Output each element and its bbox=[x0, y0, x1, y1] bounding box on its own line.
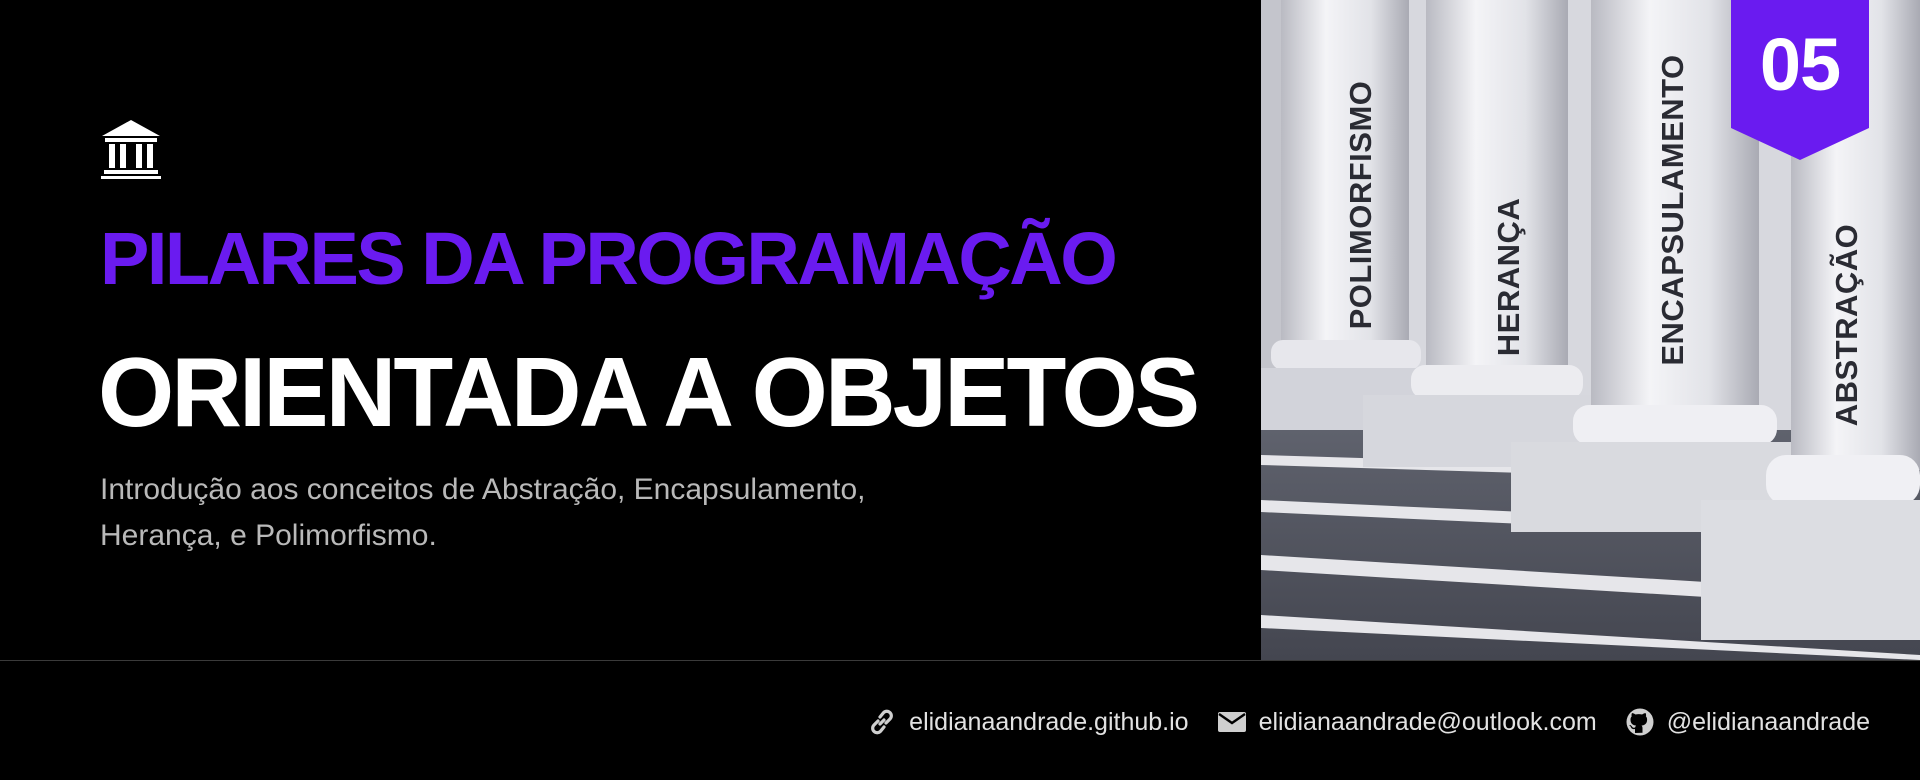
email-link[interactable] bbox=[1217, 708, 1597, 737]
link-icon bbox=[867, 707, 897, 737]
pillar-label-abstracao: ABSTRAÇÃO bbox=[1829, 223, 1864, 427]
footer-bar bbox=[0, 660, 1920, 780]
website-text: elidianaandrade.github.io bbox=[909, 707, 1189, 736]
github-text: @elidianaandrade bbox=[1666, 707, 1870, 736]
episode-number: 05 bbox=[1759, 23, 1841, 106]
github-icon bbox=[1625, 707, 1655, 737]
github-link[interactable] bbox=[1625, 707, 1870, 737]
contact-links bbox=[839, 707, 1870, 737]
email-text: elidianaandrade@outlook.com bbox=[1258, 707, 1597, 736]
pillar-label-polimorfismo: POLIMORFISMO bbox=[1343, 80, 1378, 330]
mail-icon bbox=[1217, 710, 1247, 734]
museum-pillars-icon bbox=[100, 118, 162, 180]
pillar-label-encapsulamento: ENCAPSULAMENTO bbox=[1655, 54, 1690, 366]
hero-subtitle: Introdução aos conceitos de Abstração, Encapsulamento, Herança, e Polimorfismo. bbox=[100, 473, 866, 552]
website-link[interactable] bbox=[867, 707, 1188, 737]
hero-title: ORIENTADA A OBJETOS bbox=[98, 337, 1198, 447]
pillar-label-heranca: HERANÇA bbox=[1491, 197, 1526, 357]
hero-eyebrow: PILARES DA PROGRAMAÇÃO bbox=[100, 217, 1116, 300]
